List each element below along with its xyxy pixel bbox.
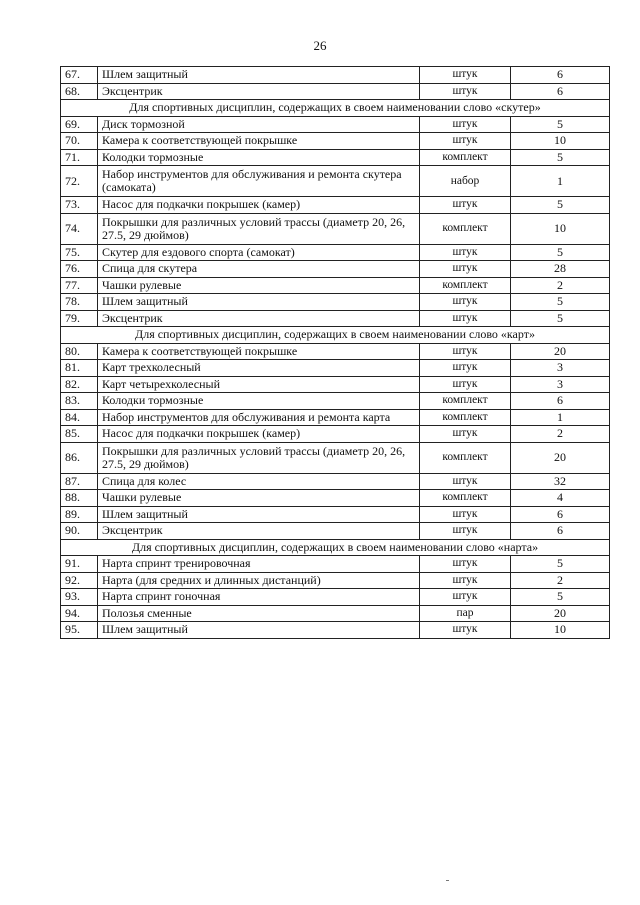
unit-of-measure: пар [420,605,511,622]
quantity: 20 [511,442,610,473]
quantity: 6 [511,506,610,523]
table-row [61,622,610,639]
quantity: 5 [511,556,610,573]
row-number: 78. [61,294,98,311]
equipment-table-body [61,67,610,639]
quantity: 10 [511,622,610,639]
row-number: 73. [61,197,98,214]
unit-of-measure: штук [420,83,511,100]
quantity: 1 [511,409,610,426]
item-name: Покрышки для различных условий трассы (диаметр 20, 26, 27.5, 29 дюймов) [98,442,420,473]
unit-of-measure: штук [420,261,511,278]
unit-of-measure: штук [420,133,511,150]
item-name: Чашки рулевые [98,277,420,294]
quantity: 5 [511,294,610,311]
item-name: Набор инструментов для обслуживания и ремонта карта [98,409,420,426]
row-number: 72. [61,166,98,197]
row-number: 79. [61,310,98,327]
section-title: Для спортивных дисциплин, содержащих в своем наименовании слово «карт» [61,327,610,344]
table-row [61,490,610,507]
item-name: Скутер для ездового спорта (самокат) [98,244,420,261]
row-number: 77. [61,277,98,294]
unit-of-measure: штук [420,473,511,490]
table-row [61,473,610,490]
item-name: Эксцентрик [98,523,420,540]
quantity: 2 [511,277,610,294]
row-number: 80. [61,343,98,360]
unit-of-measure: штук [420,116,511,133]
table-row [61,166,610,197]
row-number: 76. [61,261,98,278]
item-name: Колодки тормозные [98,149,420,166]
row-number: 93. [61,589,98,606]
quantity: 5 [511,244,610,261]
table-row [61,442,610,473]
unit-of-measure: штук [420,589,511,606]
quantity: 6 [511,393,610,410]
row-number: 74. [61,213,98,244]
quantity: 6 [511,67,610,84]
section-header-row [61,100,610,117]
row-number: 86. [61,442,98,473]
item-name: Набор инструментов для обслуживания и ремонта скутера (самоката) [98,166,420,197]
item-name: Камера к соответствующей покрышке [98,133,420,150]
row-number: 89. [61,506,98,523]
unit-of-measure: штук [420,310,511,327]
row-number: 71. [61,149,98,166]
quantity: 5 [511,149,610,166]
unit-of-measure: штук [420,426,511,443]
table-row [61,294,610,311]
unit-of-measure: штук [420,572,511,589]
item-name: Спица для колес [98,473,420,490]
equipment-table [60,66,610,639]
unit-of-measure: штук [420,622,511,639]
table-row [61,277,610,294]
row-number: 67. [61,67,98,84]
quantity: 10 [511,213,610,244]
row-number: 81. [61,360,98,377]
section-header-row [61,539,610,556]
row-number: 88. [61,490,98,507]
item-name: Шлем защитный [98,294,420,311]
table-row [61,213,610,244]
unit-of-measure: комплект [420,213,511,244]
row-number: 84. [61,409,98,426]
item-name: Эксцентрик [98,83,420,100]
table-row [61,523,610,540]
table-row [61,149,610,166]
item-name: Нарта спринт тренировочная [98,556,420,573]
table-row [61,360,610,377]
item-name: Диск тормозной [98,116,420,133]
unit-of-measure: комплект [420,490,511,507]
quantity: 6 [511,523,610,540]
table-row [61,556,610,573]
quantity: 5 [511,116,610,133]
item-name: Спица для скутера [98,261,420,278]
unit-of-measure: комплект [420,393,511,410]
section-title: Для спортивных дисциплин, содержащих в своем наименовании слово «нарта» [61,539,610,556]
quantity: 20 [511,605,610,622]
section-header-row [61,327,610,344]
row-number: 83. [61,393,98,410]
table-row [61,310,610,327]
quantity: 6 [511,83,610,100]
item-name: Чашки рулевые [98,490,420,507]
quantity: 32 [511,473,610,490]
quantity: 5 [511,310,610,327]
table-row [61,589,610,606]
section-title: Для спортивных дисциплин, содержащих в своем наименовании слово «скутер» [61,100,610,117]
quantity: 2 [511,572,610,589]
unit-of-measure: штук [420,376,511,393]
unit-of-measure: набор [420,166,511,197]
quantity: 5 [511,197,610,214]
unit-of-measure: штук [420,244,511,261]
row-number: 75. [61,244,98,261]
table-row [61,572,610,589]
quantity: 2 [511,426,610,443]
quantity: 4 [511,490,610,507]
item-name: Карт трехколесный [98,360,420,377]
row-number: 69. [61,116,98,133]
item-name: Камера к соответствующей покрышке [98,343,420,360]
row-number: 91. [61,556,98,573]
table-row [61,393,610,410]
quantity: 3 [511,376,610,393]
item-name: Насос для подкачки покрышек (камер) [98,426,420,443]
table-row [61,409,610,426]
row-number: 94. [61,605,98,622]
row-number: 68. [61,83,98,100]
row-number: 85. [61,426,98,443]
unit-of-measure: штук [420,506,511,523]
item-name: Шлем защитный [98,67,420,84]
row-number: 95. [61,622,98,639]
unit-of-measure: штук [420,556,511,573]
unit-of-measure: штук [420,343,511,360]
table-row [61,261,610,278]
unit-of-measure: штук [420,294,511,311]
quantity: 10 [511,133,610,150]
table-row [61,67,610,84]
item-name: Эксцентрик [98,310,420,327]
page-number: 26 [313,38,327,53]
quantity: 1 [511,166,610,197]
table-row [61,133,610,150]
table-row [61,376,610,393]
table-row [61,343,610,360]
unit-of-measure: штук [420,67,511,84]
item-name: Колодки тормозные [98,393,420,410]
row-number: 90. [61,523,98,540]
item-name: Шлем защитный [98,506,420,523]
table-row [61,605,610,622]
item-name: Покрышки для различных условий трассы (диаметр 20, 26, 27.5, 29 дюймов) [98,213,420,244]
item-name: Шлем защитный [98,622,420,639]
table-row [61,116,610,133]
item-name: Нарта (для средних и длинных дистанций) [98,572,420,589]
table-row [61,506,610,523]
item-name: Полозья сменные [98,605,420,622]
unit-of-measure: комплект [420,409,511,426]
unit-of-measure: комплект [420,277,511,294]
table-row [61,197,610,214]
quantity: 28 [511,261,610,278]
unit-of-measure: штук [420,523,511,540]
row-number: 92. [61,572,98,589]
quantity: 20 [511,343,610,360]
table-row [61,83,610,100]
item-name: Нарта спринт гоночная [98,589,420,606]
table-row [61,426,610,443]
unit-of-measure: комплект [420,149,511,166]
unit-of-measure: комплект [420,442,511,473]
table-row [61,244,610,261]
row-number: 82. [61,376,98,393]
item-name: Карт четырехколесный [98,376,420,393]
row-number: 87. [61,473,98,490]
quantity: 3 [511,360,610,377]
row-number: 70. [61,133,98,150]
scan-mark [446,880,449,881]
quantity: 5 [511,589,610,606]
item-name: Насос для подкачки покрышек (камер) [98,197,420,214]
unit-of-measure: штук [420,360,511,377]
unit-of-measure: штук [420,197,511,214]
